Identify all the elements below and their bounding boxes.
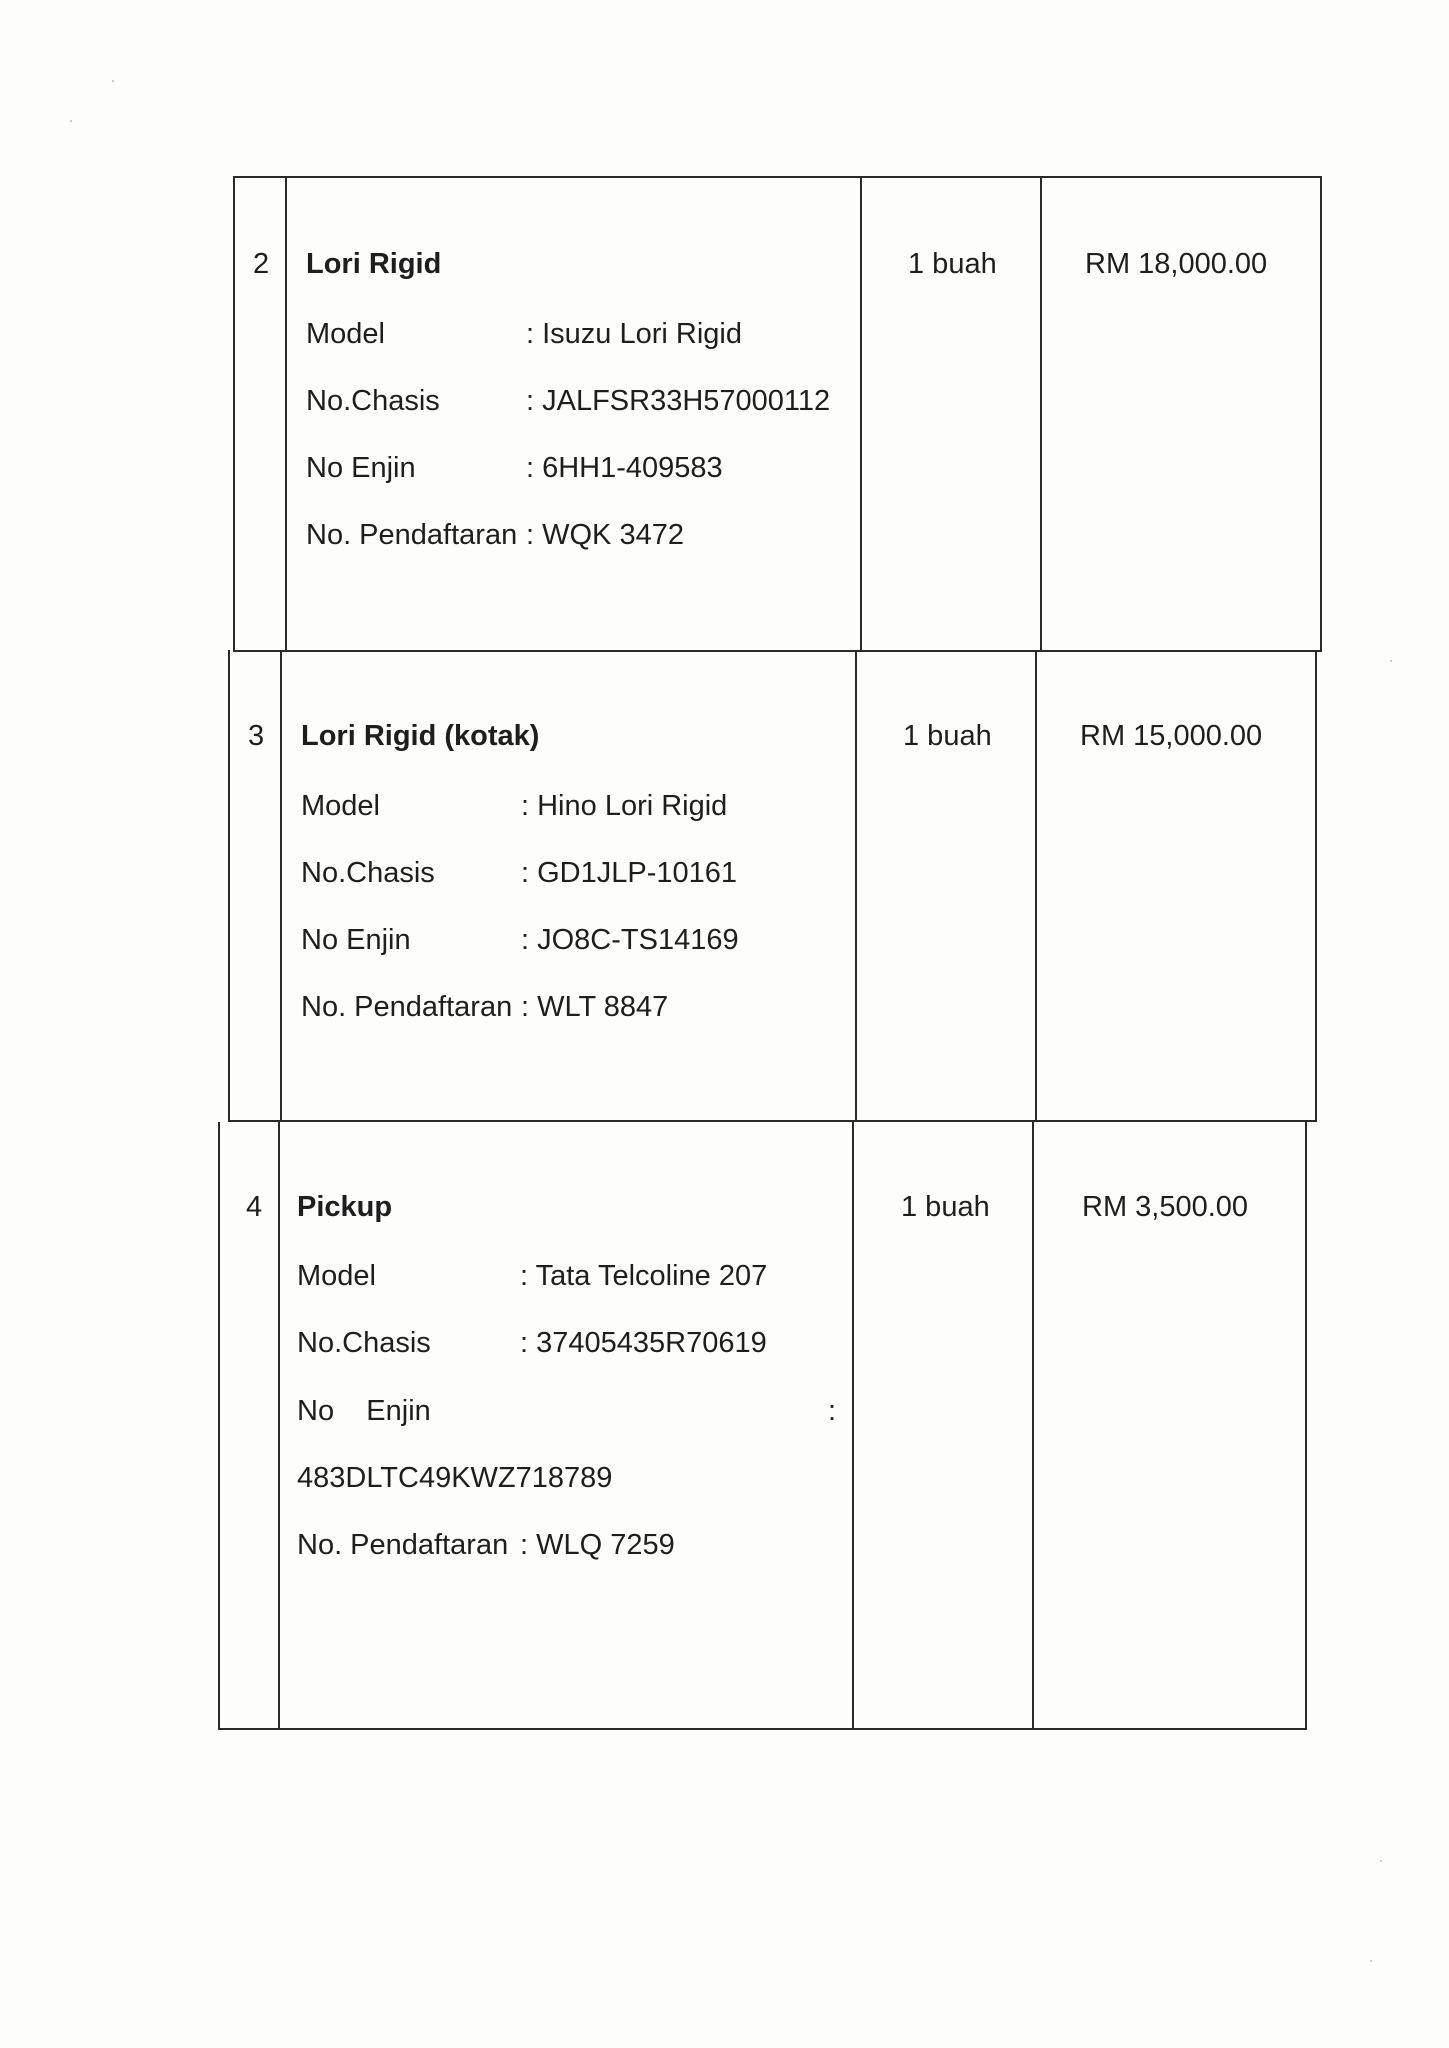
spec-label: No. Pendaftaran [306, 519, 518, 551]
scan-speck [70, 120, 72, 122]
table-row [218, 1122, 1307, 1730]
item-title: Lori Rigid (kotak) [301, 720, 540, 752]
item-number: 2 [253, 248, 270, 280]
spec-label: Model [306, 318, 385, 350]
item-quantity: 1 buah [903, 720, 992, 752]
spec-value: : 6HH1-409583 [526, 452, 723, 484]
spec-label: No.Chasis [306, 385, 440, 417]
item-title: Pickup [297, 1191, 393, 1223]
item-price: RM 3,500.00 [1082, 1191, 1249, 1223]
spec-value: : 37405435R70619 [520, 1327, 767, 1359]
spec-value: : Tata Telcoline 207 [520, 1260, 768, 1292]
spec-value: : GD1JLP-10161 [521, 857, 738, 889]
spec-label: No Enjin [306, 452, 416, 484]
spec-label: Model [297, 1260, 376, 1292]
spec-value: : JALFSR33H57000112 [526, 385, 831, 417]
item-title: Lori Rigid [306, 248, 442, 280]
spec-label: No Enjin [297, 1395, 431, 1427]
spec-label: No. Pendaftaran [297, 1529, 509, 1561]
spec-label: No. Pendaftaran [301, 991, 513, 1023]
item-quantity: 1 buah [901, 1191, 990, 1223]
spec-value: : Isuzu Lori Rigid [526, 318, 742, 350]
scan-speck [1370, 1960, 1372, 1962]
spec-value: : [828, 1395, 837, 1427]
item-number: 3 [248, 720, 265, 752]
item-price: RM 15,000.00 [1080, 720, 1263, 752]
item-quantity: 1 buah [908, 248, 997, 280]
spec-value: : WLQ 7259 [520, 1529, 675, 1561]
spec-label: Model [301, 790, 380, 822]
spec-label: No Enjin [301, 924, 411, 956]
item-price: RM 18,000.00 [1085, 248, 1268, 280]
spec-value: : WQK 3472 [526, 519, 684, 551]
scan-speck [1390, 660, 1392, 662]
table-row [228, 650, 1317, 1122]
spec-label: No.Chasis [301, 857, 435, 889]
spec-value: : WLT 8847 [521, 991, 669, 1023]
spec-label: 483DLTC49KWZ718789 [297, 1462, 613, 1494]
table-row [233, 176, 1322, 652]
spec-label: No.Chasis [297, 1327, 431, 1359]
scan-speck [112, 80, 114, 82]
item-number: 4 [246, 1191, 263, 1223]
scan-speck [1380, 1860, 1382, 1862]
spec-value: : JO8C-TS14169 [521, 924, 739, 956]
spec-value: : Hino Lori Rigid [521, 790, 728, 822]
